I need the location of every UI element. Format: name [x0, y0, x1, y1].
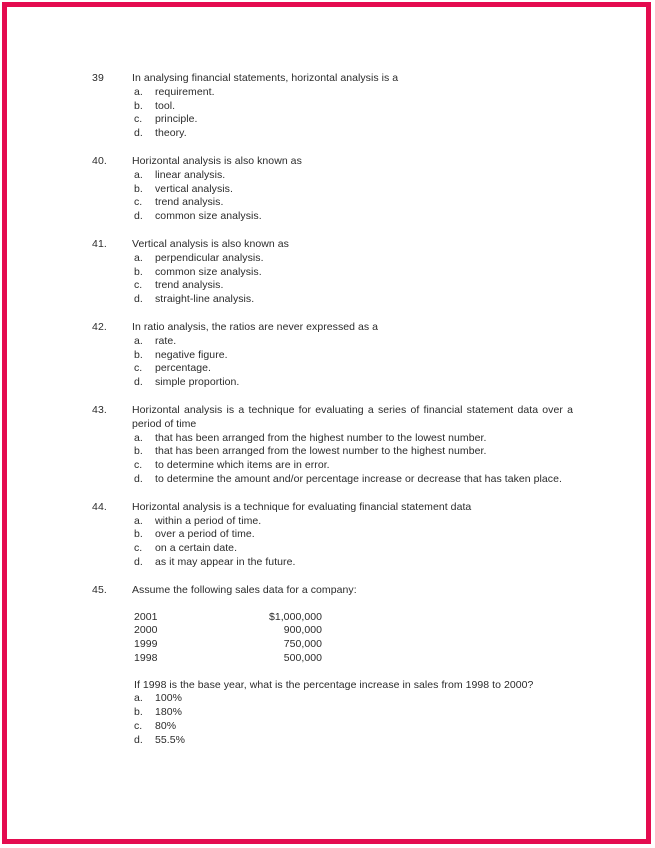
option-letter: d. — [134, 733, 143, 746]
option-text: as it may appear in the future. — [155, 555, 296, 568]
option-text: percentage. — [155, 362, 212, 375]
option-letter: d. — [134, 472, 143, 485]
question-stem: Vertical analysis is also known as — [132, 237, 289, 250]
option-text: trend analysis. — [155, 279, 224, 292]
option-item[interactable] — [134, 86, 573, 100]
option-text: to determine which items are in error. — [155, 459, 330, 472]
sales-year: 2000 — [134, 624, 158, 637]
option-item[interactable] — [134, 556, 573, 570]
option-letter: d. — [134, 555, 143, 568]
option-list — [134, 692, 573, 747]
question-block — [92, 238, 573, 307]
option-text: common size analysis. — [155, 265, 262, 278]
option-list — [134, 169, 573, 224]
option-item[interactable] — [134, 376, 573, 390]
option-item[interactable] — [134, 706, 573, 720]
option-letter: b. — [134, 99, 143, 112]
question-stem: Assume the following sales data for a company: — [132, 583, 357, 596]
option-text: negative figure. — [155, 348, 228, 361]
option-item[interactable] — [134, 432, 573, 446]
question-stem-row — [92, 501, 573, 515]
question-block — [92, 155, 573, 224]
option-item[interactable] — [134, 734, 573, 748]
question-number: 39 — [92, 72, 104, 84]
option-text: to determine the amount and/or percentage increase or decrease that has taken place. — [155, 472, 562, 485]
question-stem: In ratio analysis, the ratios are never expressed as a — [132, 320, 379, 333]
sales-amount: 750,000 — [283, 638, 322, 651]
table-row — [134, 652, 322, 666]
question-stem: Horizontal analysis is a technique for evaluating financial statement data — [132, 500, 472, 513]
sales-year: 2001 — [134, 610, 158, 623]
table-row — [134, 624, 322, 638]
question-block — [92, 321, 573, 390]
option-letter: d. — [134, 127, 143, 140]
option-text: requirement. — [155, 85, 215, 98]
question-block — [92, 501, 573, 570]
option-item[interactable] — [134, 293, 573, 307]
option-letter: a. — [134, 251, 143, 264]
question-stem-row — [92, 584, 573, 598]
option-text: perpendicular analysis. — [155, 251, 264, 264]
option-text: trend analysis. — [155, 196, 224, 209]
option-letter: a. — [134, 431, 143, 444]
option-letter: a. — [134, 334, 143, 347]
option-letter: b. — [134, 445, 143, 458]
question-stem-row — [92, 238, 573, 252]
option-item[interactable] — [134, 692, 573, 706]
option-letter: b. — [134, 182, 143, 195]
option-text: linear analysis. — [155, 168, 226, 181]
option-text: common size analysis. — [155, 210, 262, 223]
option-letter: a. — [134, 692, 143, 705]
option-item[interactable] — [134, 349, 573, 363]
option-item[interactable] — [134, 169, 573, 183]
option-item[interactable] — [134, 335, 573, 349]
option-item[interactable] — [134, 100, 573, 114]
option-item[interactable] — [134, 127, 573, 141]
question-stem-row — [92, 404, 573, 432]
question-number: 44. — [92, 500, 107, 513]
option-text: vertical analysis. — [155, 182, 233, 195]
option-text: that has been arranged from the lowest number to the highest number. — [155, 445, 487, 458]
option-item[interactable] — [134, 113, 573, 127]
option-list — [134, 335, 573, 390]
option-text: simple proportion. — [155, 376, 240, 389]
option-text: that has been arranged from the highest number to the lowest number. — [155, 431, 487, 444]
question-stem-row — [92, 72, 573, 86]
option-item[interactable] — [134, 210, 573, 224]
sales-data-table — [134, 611, 322, 666]
option-item[interactable] — [134, 515, 573, 529]
option-text: principle. — [155, 113, 198, 126]
question-block — [92, 584, 573, 748]
option-text: within a period of time. — [155, 514, 262, 527]
sales-amount: 500,000 — [283, 651, 322, 664]
option-text: 100% — [155, 692, 183, 705]
option-text: rate. — [155, 334, 177, 347]
option-item[interactable] — [134, 445, 573, 459]
option-letter: c. — [134, 279, 143, 292]
option-list — [134, 432, 573, 487]
option-item[interactable] — [134, 266, 573, 280]
option-letter: b. — [134, 528, 143, 541]
option-letter: b. — [134, 265, 143, 278]
option-item[interactable] — [134, 542, 573, 556]
option-text: 80% — [155, 720, 177, 733]
option-text: over a period of time. — [155, 528, 255, 541]
option-item[interactable] — [134, 720, 573, 734]
option-letter: a. — [134, 168, 143, 181]
option-text: on a certain date. — [155, 542, 238, 555]
option-list — [134, 515, 573, 570]
question-block — [92, 72, 573, 141]
option-letter: c. — [134, 459, 143, 472]
option-text: straight-line analysis. — [155, 293, 255, 306]
question-stem: In analysing financial statements, horizontal analysis is a — [132, 72, 399, 84]
sales-amount: $1,000,000 — [268, 610, 322, 623]
question-number: 41. — [92, 237, 107, 250]
option-letter: c. — [134, 362, 143, 375]
option-letter: a. — [134, 85, 143, 98]
option-text: 55.5% — [155, 733, 186, 746]
question-stem-row — [92, 321, 573, 335]
option-letter: c. — [134, 113, 143, 126]
option-item[interactable] — [134, 183, 573, 197]
option-letter: c. — [134, 542, 143, 555]
option-letter: d. — [134, 210, 143, 223]
question-stem-row — [92, 155, 573, 169]
sales-year: 1998 — [134, 651, 158, 664]
question-stem: Horizontal analysis is also known as — [132, 154, 302, 167]
table-row — [134, 611, 322, 625]
option-item[interactable] — [134, 279, 573, 293]
option-item[interactable] — [134, 459, 573, 473]
question-sub-stem: If 1998 is the base year, what is the percentage increase in sales from 1998 to 2000? — [134, 678, 534, 691]
question-block — [92, 404, 573, 487]
option-letter: c. — [134, 196, 143, 209]
sales-amount: 900,000 — [283, 624, 322, 637]
question-number: 45. — [92, 583, 107, 596]
option-text: 180% — [155, 706, 183, 719]
sales-year: 1999 — [134, 638, 158, 651]
option-item[interactable] — [134, 252, 573, 266]
option-item[interactable] — [134, 362, 573, 376]
option-item[interactable] — [134, 528, 573, 542]
option-letter: d. — [134, 293, 143, 306]
option-list — [134, 86, 573, 141]
option-letter: b. — [134, 706, 143, 719]
question-number: 40. — [92, 154, 107, 167]
option-text: tool. — [155, 99, 176, 112]
question-number: 43. — [92, 403, 107, 416]
option-letter: b. — [134, 348, 143, 361]
option-text: theory. — [155, 127, 187, 140]
question-number: 42. — [92, 320, 107, 333]
option-list — [134, 252, 573, 307]
option-letter: d. — [134, 376, 143, 389]
question-stem: Horizontal analysis is a technique for evaluating a series of financial statement data over a period of time — [132, 403, 573, 430]
table-row — [134, 638, 322, 652]
option-letter: c. — [134, 720, 143, 733]
option-item[interactable] — [134, 473, 573, 487]
option-item[interactable] — [134, 196, 573, 210]
option-letter: a. — [134, 514, 143, 527]
